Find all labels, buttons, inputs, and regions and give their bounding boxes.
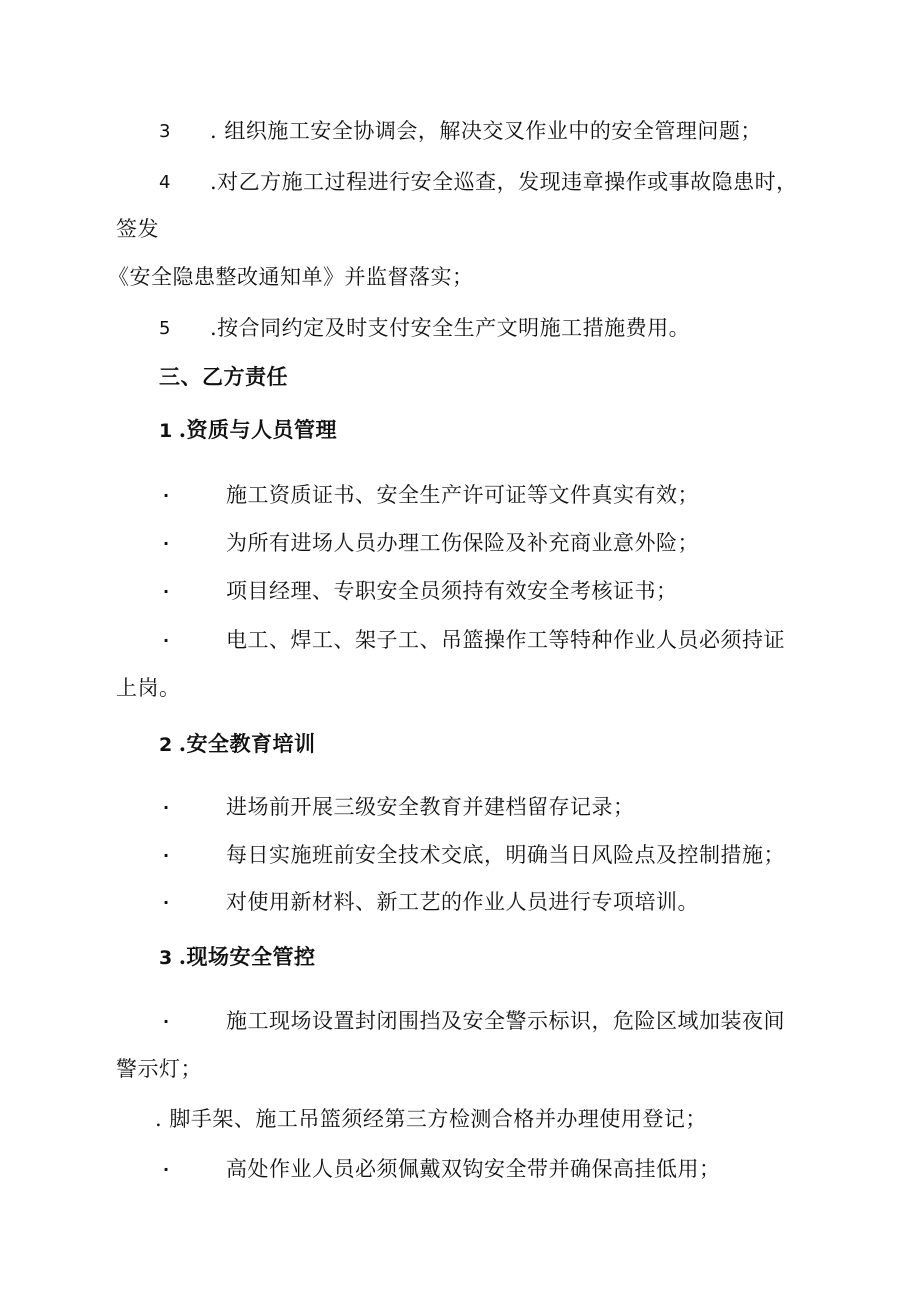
item-number-5: 5	[159, 318, 171, 339]
bullet-icon: ·	[163, 631, 170, 650]
item-4-continuation-1: 签发	[116, 217, 159, 241]
sub1-bullet-2: 为所有进场人员办理工伤保险及补充商业意外险；	[226, 531, 699, 555]
sub1-bullet-4: 电工、焊工、架子工、吊篮操作工等特种作业人员必须持证	[226, 628, 785, 652]
sub3-bullet-1: 施工现场设置封闭围挡及安全警示标识，危险区域加装夜间	[226, 1009, 785, 1033]
bullet-icon: ·	[163, 582, 170, 601]
bullet-icon: ·	[163, 846, 170, 865]
subsection-1-number: 1	[159, 420, 173, 442]
item-number-4: 4	[159, 172, 171, 193]
item-4-continuation-2: 《安全隐患整改通知单》并监督落实；	[108, 265, 474, 289]
bullet-icon: ·	[163, 1012, 170, 1031]
item-number-3: 3	[159, 121, 171, 142]
section-heading: 三、乙方责任	[159, 364, 288, 389]
item-5-text: .按合同约定及时支付安全生产文明施工措施费用。	[210, 316, 691, 340]
item-3-text: . 组织施工安全协调会，解决交叉作业中的安全管理问题；	[210, 119, 762, 143]
sub2-bullet-1: 进场前开展三级安全教育并建档留存记录；	[226, 795, 635, 819]
subsection-2-heading	[159, 730, 316, 759]
sub1-bullet-3: 项目经理、专职安全员须持有效安全考核证书；	[226, 579, 678, 603]
sub3-plain-item: . 脚手架、施工吊篮须经第三方检测合格并办理使用登记；	[155, 1107, 707, 1131]
bullet-icon: ·	[163, 486, 170, 505]
sub3-bullet-1-continuation: 警示灯；	[116, 1057, 202, 1081]
sub1-bullet-1: 施工资质证书、安全生产许可证等文件真实有效；	[226, 483, 699, 507]
bullet-icon: ·	[163, 1160, 170, 1179]
subsection-1-heading	[159, 416, 337, 445]
bullet-icon: ·	[163, 893, 170, 912]
subsection-3-title: .现场安全管控	[178, 944, 316, 969]
bullet-icon: ·	[163, 534, 170, 553]
subsection-2-title: .安全教育培训	[178, 731, 316, 756]
sub2-bullet-2: 每日实施班前安全技术交底，明确当日风险点及控制措施；	[226, 843, 785, 867]
sub1-bullet-4-continuation: 上岗。	[116, 676, 181, 700]
subsection-3-number: 3	[159, 947, 173, 969]
sub2-bullet-3: 对使用新材料、新工艺的作业人员进行专项培训。	[226, 890, 699, 914]
subsection-3-heading	[159, 943, 316, 972]
subsection-2-number: 2	[159, 734, 173, 756]
subsection-1-title: .资质与人员管理	[178, 417, 338, 442]
sub3-bullet-3: 高处作业人员必须佩戴双钩安全带并确保高挂低用；	[226, 1157, 721, 1181]
item-4-text: .对乙方施工过程进行安全巡查，发现违章操作或事故隐患时，	[210, 170, 798, 194]
bullet-icon: ·	[163, 798, 170, 817]
